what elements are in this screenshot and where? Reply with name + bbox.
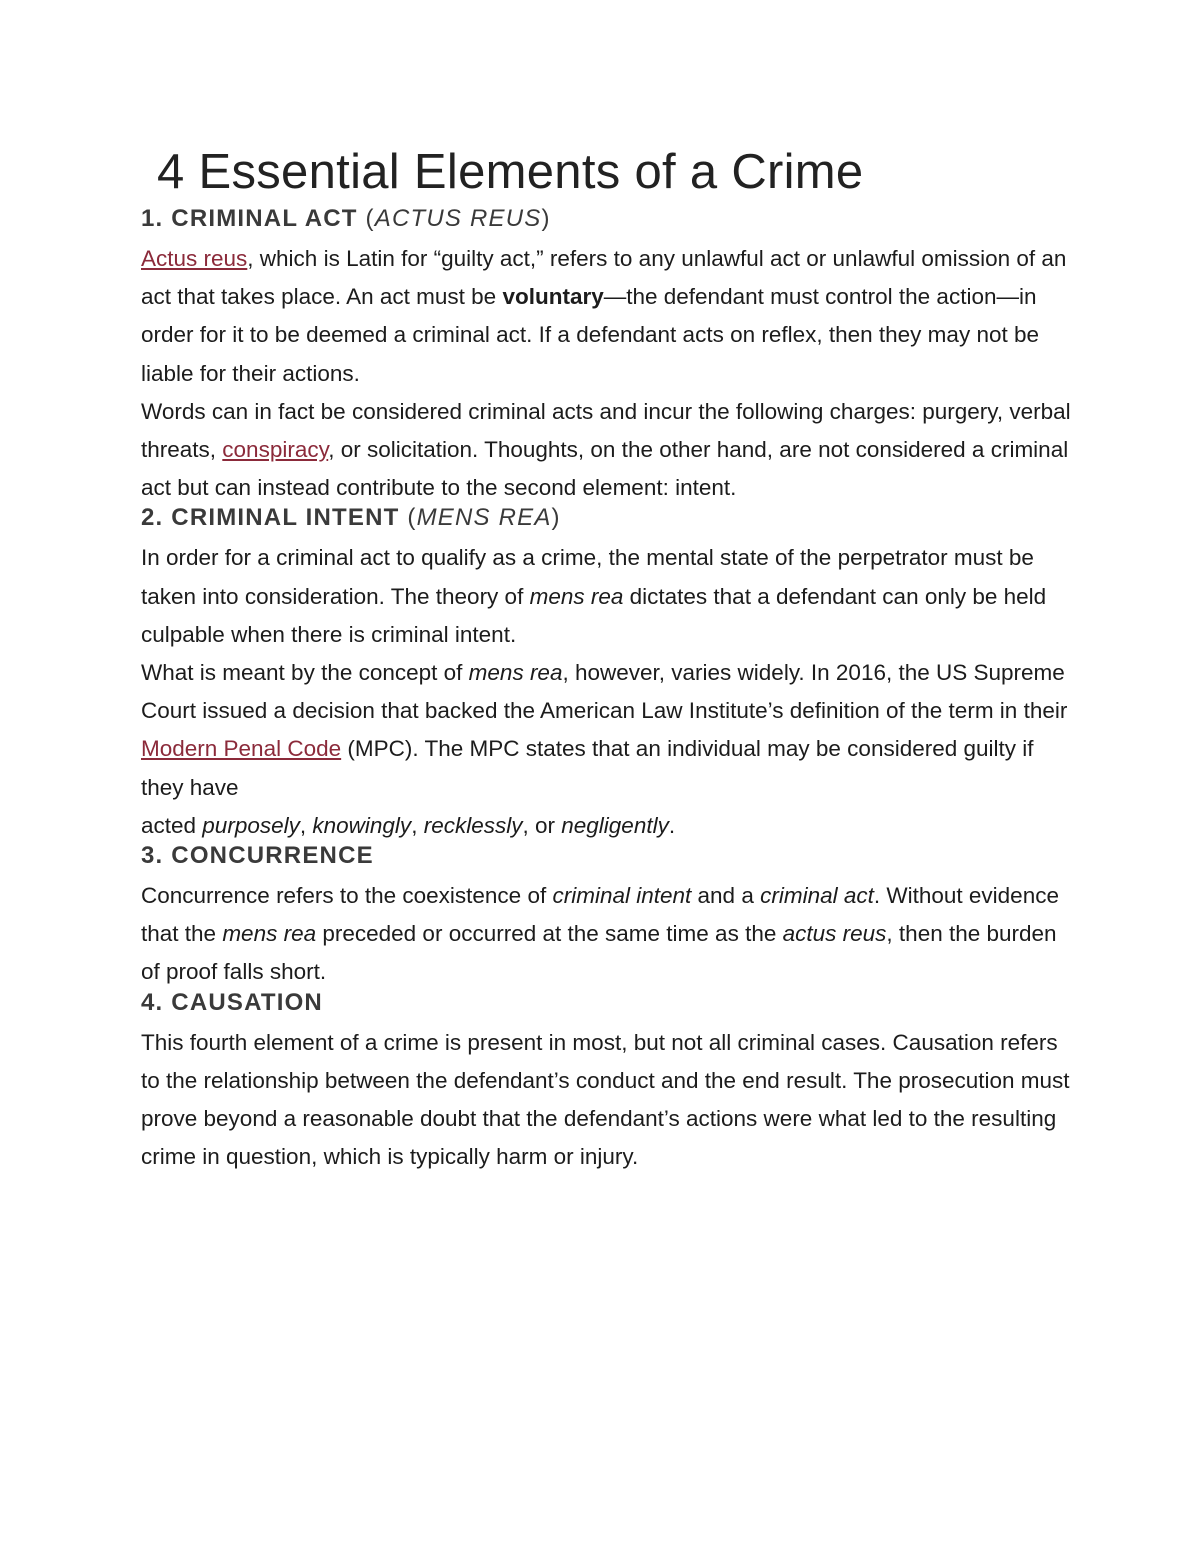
paragraph-text: and a [691,883,761,909]
paragraph-text: , then the burden of proof falls short. [141,921,1057,985]
italic-term: criminal act [760,883,874,909]
heading-paren-close: ) [551,504,561,532]
paragraph-mental-state [141,539,1076,654]
section-heading-text: 2. CRIMINAL INTENT [141,504,400,532]
paragraph-text: This fourth element of a crime is present in most, but not all criminal cases. Causation refers to the relationship between the defendant’s conduct and the end result. The prosecution must prove beyond a reasonable doubt that the defendant’s actions were what led to the resulting crime in question, which is typically harm or injury. [141,1029,1070,1170]
italic-term: mens rea [529,583,624,609]
italic-term: mens rea [222,921,317,947]
paragraph-text: Words can in fact be considered criminal acts and incur the following charges: purgery, verbal threats, [141,398,1071,463]
section-heading-text: 1. CRIMINAL ACT [141,205,358,232]
separator-text: , [299,812,313,838]
section-heading-concurrence [141,841,1076,871]
section-heading-criminal-intent [141,503,1076,533]
heading-latin-term: MENS REA [416,504,552,532]
heading-latin-term: ACTUS REUS [374,205,542,232]
italic-term: negligently [561,812,669,838]
paragraph-actus-reus [141,240,1076,393]
paragraph-text: Concurrence refers to the coexistence of [141,883,553,909]
paragraph-text: , or solicitation. Thoughts, on the other hand, are not considered a criminal act but can instead contribute to the second element: intent. [141,437,1069,501]
paragraph-causation [141,1024,1076,1177]
section-heading-causation [141,988,1076,1018]
paragraph-mpc [141,654,1076,845]
paragraph-text: preceded or occurred at the same time as the [316,921,783,947]
paragraph-text: (MPC). The MPC states that an individual may be considered guilty if they have [141,736,1034,800]
paragraph-concurrence [141,877,1076,992]
bold-term-voluntary: voluntary [502,284,604,310]
paragraph-text: , however, varies widely. In 2016, the US Supreme Court issued a decision that backed the American Law Institute’s definition of the term in their [141,660,1068,724]
italic-term: mens rea [468,660,563,686]
page-title: 4 Essential Elements of a Crime [157,145,864,199]
paragraph-text: dictates that a defendant can only be held culpable when there is criminal intent. [141,583,1047,647]
italic-term: actus reus [782,921,887,947]
paragraph-text: , which is Latin for “guilty act,” refers to any unlawful act or unlawful omission of an act that takes place. An act must be [141,246,1067,310]
document-page [141,140,1076,1176]
separator-text: , or [522,812,562,838]
paragraph-words-charges [141,393,1076,508]
conspiracy-link[interactable]: conspiracy [222,437,329,463]
heading-paren-close: ) [541,205,551,232]
italic-term: criminal intent [552,883,692,909]
heading-paren-open: ( [365,205,375,232]
actus-reus-link[interactable]: Actus reus [141,246,248,271]
paragraph-text: In order for a criminal act to qualify as a crime, the mental state of the perpetrator must be taken into consideration. The theory of [141,545,1034,609]
heading-paren-open: ( [407,504,417,532]
section-heading-text: 3. CONCURRENCE [141,842,374,870]
section-heading-text: 4. CAUSATION [141,988,323,1016]
paragraph-text: . Without evidence that the [141,883,1059,947]
paragraph-text: —the defendant must control the action—in order for it to be deemed a criminal act. If a defendant acts on reflex, then they may not be liable for their actions. [141,284,1040,386]
paragraph-text: What is meant by the concept of [141,660,469,686]
italic-term: recklessly [423,812,523,838]
paragraph-text: acted [141,812,203,838]
italic-term: purposely [202,812,300,838]
italic-term: knowingly [312,812,412,838]
section-heading-criminal-act [141,204,1076,234]
modern-penal-code-link[interactable]: Modern Penal Code [141,736,342,762]
separator-text: . [668,812,676,838]
separator-text: , [411,812,424,838]
